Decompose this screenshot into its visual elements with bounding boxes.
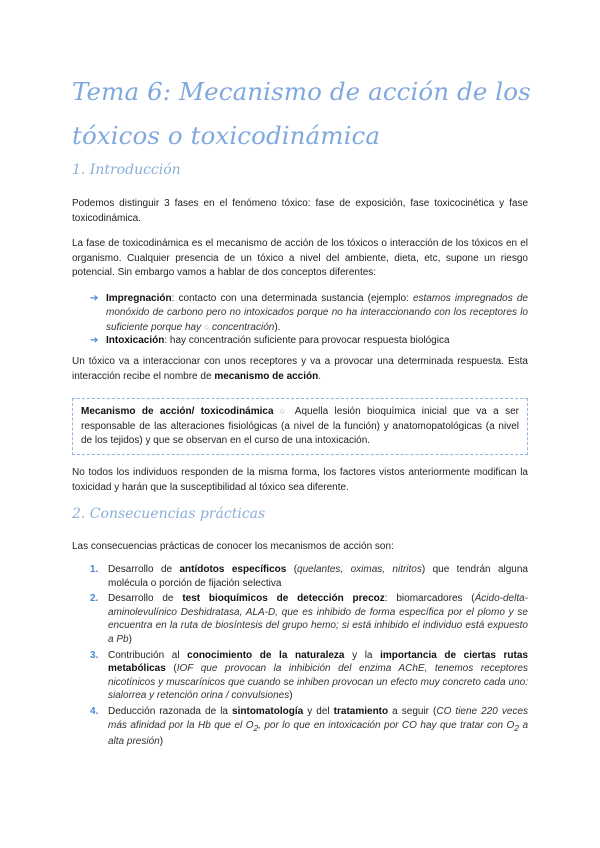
term-mecanismo-de-accion: mecanismo de acción (214, 370, 319, 382)
list-number: 4. (90, 705, 99, 717)
list-item-sintomatologia: 4. Deducción razonada de la sintomatología y del tratamiento a seguir (CO tiene 220 veces más afinidad por la Hb que el $O_2$, por lo que en intoxicación por CO hay que tratar con $O_2$ a alta presión) (90, 705, 528, 748)
example-text: estamos impregnados de monóxido de carbono pero no intoxicados porque no ha interaccionando con los receptores lo suficiente porque hay (106, 293, 528, 333)
list-item-intoxicacion: ➔ Intoxicación: hay concentración suficiente para provocar respuesta biológica (90, 335, 450, 346)
list-number: 2. (90, 593, 99, 605)
definition-term: Mecanismo de acción/ toxicodinámica (81, 406, 274, 417)
paragraph-susceptibilidad: No todos los individuos responden de la misma forma, los factores vistos anteriormente modifican la toxicidad y harán que la susceptibilidad al tóxico sea diferente. (72, 467, 528, 493)
circle-icon: ○ (203, 322, 210, 332)
list-item-test-bioquimicos: 2. Desarrollo de test bioquímicos de detección precoz: biomarcadores (Ácido-delta-aminolevulínico Deshidratasa, ALA-D, que es inhibido de forma específica por el plomo y se encuentra en la ruta de biosíntesis del grupo hemo; si está inhibido el individuo está expuesto a Pb) (90, 593, 528, 645)
list-number: 1. (90, 564, 99, 575)
arrow-icon: ➔ (90, 293, 99, 304)
term-intoxicacion: Intoxicación (106, 335, 165, 346)
list-item-conocimiento: 3. Contribución al conocimiento de la naturaleza y la importancia de ciertas rutas metabólicas (IOF que provocan la inhibición del enzima AChE, tenemos receptores nicotínicos y muscarínicos que cuando se inhiben provocan un efecto muy concreto cada uno: sialorrea y retención orina / convulsiones) (90, 649, 528, 702)
consequences-list (90, 563, 528, 751)
definition-box (72, 398, 528, 455)
arrow-icon: ➔ (90, 335, 99, 346)
paragraph-consecuencias-intro: Las consecuencias prácticas de conocer los mecanismos de acción son: (72, 541, 394, 552)
paragraph-fases: Podemos distinguir 3 fases en el fenómeno tóxico: fase de exposición, fase toxicocinética y fase toxicodinámica. (72, 198, 528, 224)
section-heading-consecuencias: 2. Consecuencias prácticas (72, 506, 266, 522)
list-number: 3. (90, 649, 99, 661)
paragraph-toxicodinamica: La fase de toxicodinámica es el mecanismo de acción de los tóxicos o interacción de los tóxicos en el organismo. Cualquier presencia de un tóxico a nivel del ambiente, dieta, etc, supone un riesgo potencial. Sin embargo vamos a hablar de dos conceptos diferentes: (72, 238, 528, 278)
list-item-antidotos: 1. Desarrollo de antídotos específicos (quelantes, oximas, nitritos) que tendrán alguna molécula o porción de fijación selectiva (90, 564, 528, 589)
definition-text: Aquella lesión bioquímica inicial que va a ser responsable de las alteraciones fisiológicas (a nivel de la función) y anatomopatológicas (a nivel de los tejidos) y que se observan en el curso de una intoxicación. (81, 406, 520, 446)
list-item-impregnacion: ➔ Impregnación: contacto con una determinada sustancia (ejemplo: estamos impregnados de monóxido de carbono pero no intoxicados porque no ha interaccionando con los receptores lo suficiente porque hay ○ concentración). (90, 293, 528, 333)
section-heading-introduccion: 1. Introducción (72, 162, 181, 178)
concept-list-2 (90, 334, 528, 348)
concept-list (90, 292, 528, 335)
circle-icon: ○ (279, 406, 289, 416)
paragraph-mecanismo: Un tóxico va a interaccionar con unos receptores y va a provocar una determinada respuesta. Esta interacción recibe el nombre de mecanismo de acción. (72, 356, 528, 382)
term-impregnacion: Impregnación (106, 293, 172, 304)
page-title: Tema 6: Mecanismo de acción de los tóxicos o toxicodinámica (72, 77, 531, 150)
